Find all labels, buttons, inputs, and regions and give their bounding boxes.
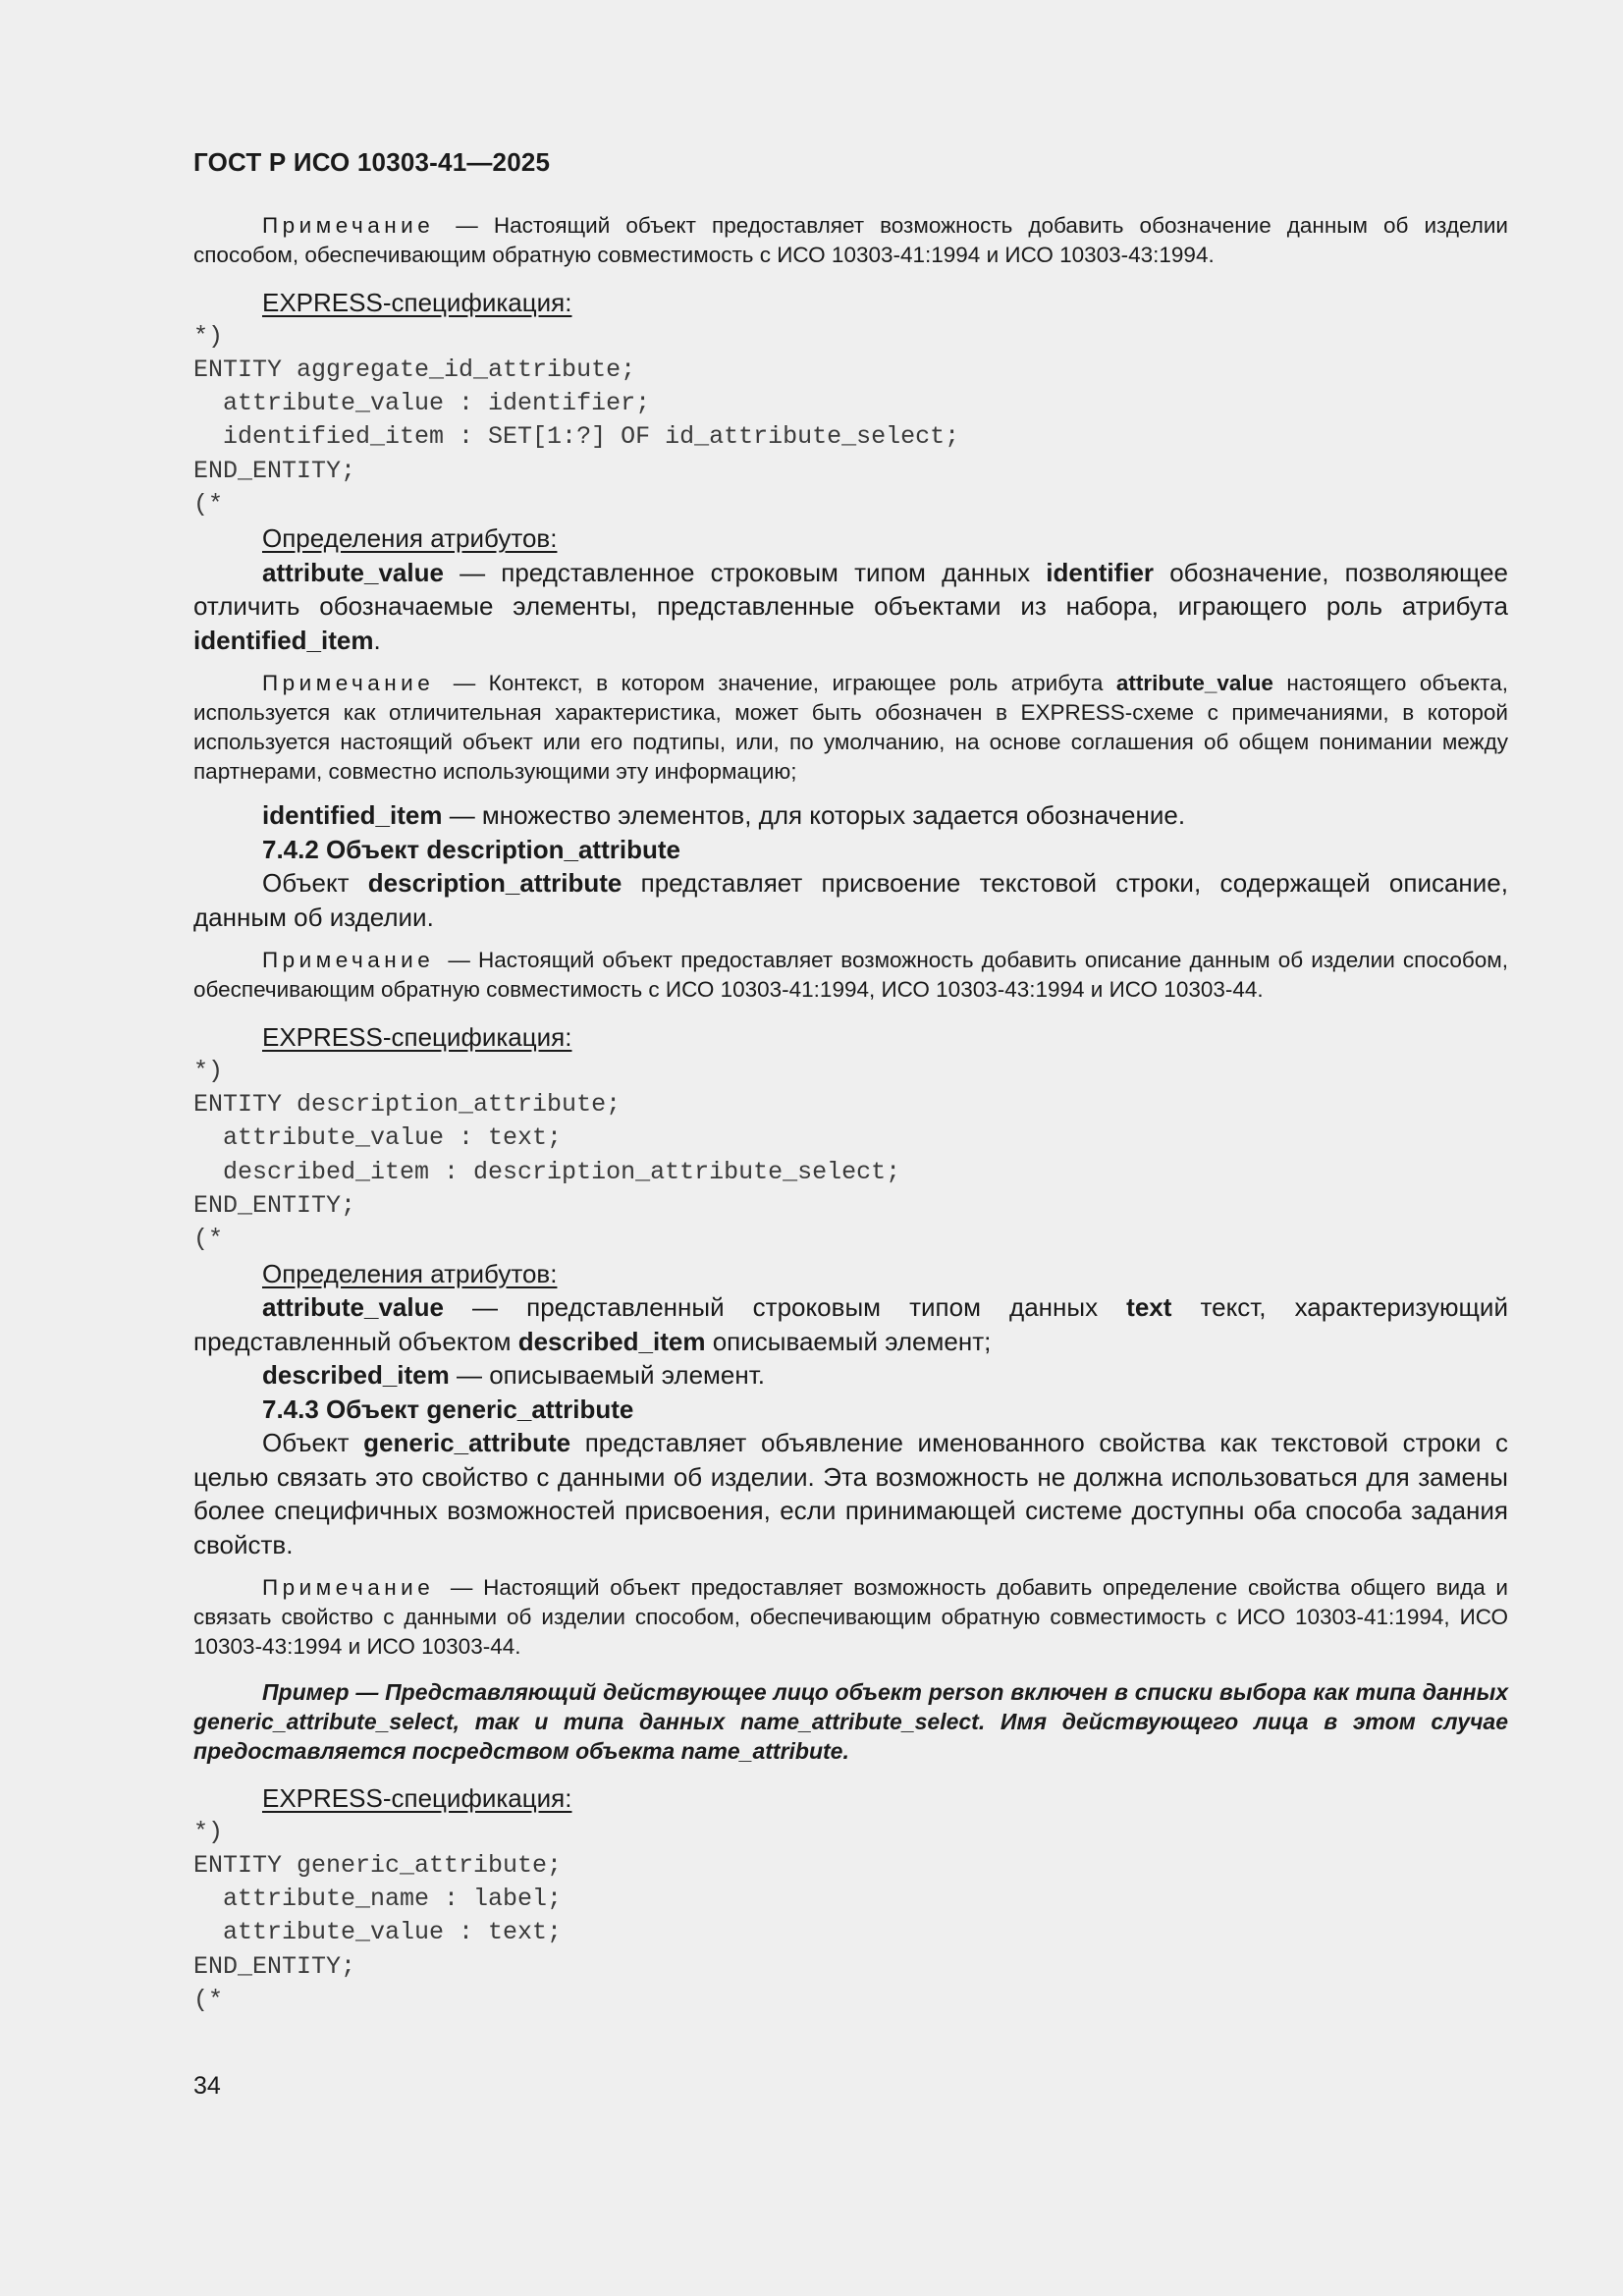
attr-def-text: обозначение, позволяющее отличить обозначаемые элементы, представленные объектами из набора, играющего роль атрибута (193, 557, 1508, 622)
attr-def-identified-item (193, 798, 1508, 833)
attr-ref: described_item (517, 1326, 706, 1356)
attr-def-text: — множество элементов, для которых задается обозначение. (442, 800, 1186, 831)
attr-ref: identified_item (193, 625, 374, 655)
note-4 (193, 1573, 1508, 1662)
section-heading-7-4-2: 7.4.2 Объект description_attribute (262, 834, 680, 864)
attr-def-text: описываемый элемент; (705, 1326, 992, 1356)
attr-defs-label-1: Определения атрибутов: (262, 523, 558, 554)
attr-term: identified_item (262, 800, 443, 831)
attr-def-described-item (193, 1358, 1508, 1393)
section-heading-7-4-3: 7.4.3 Объект generic_attribute (262, 1394, 634, 1424)
note-label: Примечание (262, 948, 435, 973)
note-2-text: настоящего объекта, используется как отличительная характеристика, может быть обозначен в EXPRESS-схеме с примечаниями, в которой используется настоящий объект или его подтипы, или, по умолчанию, на основе соглашения об общем понимании между партнерами, совместно использующими эту информацию; (193, 671, 1508, 785)
attr-def-text: . (373, 625, 381, 655)
note-label: Примечание (262, 671, 435, 696)
express-spec-label-3: EXPRESS-спецификация: (262, 1783, 572, 1814)
express-code-2: *) ENTITY description_attribute; attribute_value : text; described_item : description_attribute_select; END_ENTITY; (* (193, 1056, 901, 1254)
intro-text: Объект (262, 868, 368, 899)
section-intro-7-4-3 (193, 1426, 1508, 1561)
note-label: Примечание (262, 213, 435, 238)
page-number: 34 (193, 2072, 221, 2100)
attr-term: attribute_value (262, 557, 444, 587)
attr-term: attribute_value (262, 1292, 444, 1323)
attr-def-attribute-value-1 (193, 556, 1508, 658)
entity-name: description_attribute (367, 868, 622, 899)
type-name: text (1126, 1292, 1172, 1323)
note-4-text: — Настоящий объект предоставляет возможность добавить определение свойства общего вида и связать свойство с данными об изделии способом, обеспечивающим обратную совместимость с ИСО 10303-41:1994, ИСО 10303-43:1994 и ИСО 10303-44. (193, 1575, 1508, 1660)
document-header: ГОСТ Р ИСО 10303-41—2025 (193, 147, 551, 177)
intro-text: представляет объявление именованного свойства как текстовой строки с целью связать это свойство с данными об изделии. Эта возможность не должна использоваться для замены более специфичных возможностей присвоения, если принимающей системе доступны оба способа задания свойств. (193, 1428, 1508, 1559)
intro-text: Объект (262, 1428, 364, 1458)
express-spec-label-2: EXPRESS-спецификация: (262, 1022, 572, 1053)
attr-def-attribute-value-2 (193, 1290, 1508, 1358)
express-code-1: *) ENTITY aggregate_id_attribute; attribute_value : identifier; identified_item : SET[1:?] OF id_attribute_select; END_ENTITY; (* (193, 321, 960, 519)
attr-ref: attribute_value (1115, 671, 1273, 696)
intro-text: представляет присвоение текстовой строки, содержащей описание, данным об изделии. (193, 868, 1508, 932)
type-name: identifier (1046, 557, 1155, 587)
attr-def-text: — описываемый элемент. (449, 1360, 765, 1391)
note-2 (193, 669, 1508, 787)
attr-def-text: — представленный строковым типом данных (443, 1292, 1127, 1323)
attr-term: described_item (262, 1360, 450, 1391)
attr-defs-label-2: Определения атрибутов: (262, 1258, 558, 1288)
note-1-text: — Настоящий объект предоставляет возможность добавить обозначение данным об изделии способом, обеспечивающим обратную совместимость с ИСО 10303-41:1994 и ИСО 10303-43:1994. (193, 213, 1508, 267)
example-paragraph: Пример — Представляющий действующее лицо объект person включен в списки выбора как типа данных generic_attribute_select, так и типа данных name_attribute_select. Имя действующего лица в этом случае предоставляется посредством объекта name_attribute. (193, 1679, 1508, 1765)
express-code-3: *) ENTITY generic_attribute; attribute_name : label; attribute_value : text; END_ENTITY; (* (193, 1817, 563, 2015)
note-1 (193, 211, 1508, 270)
express-spec-label-1: EXPRESS-спецификация: (262, 288, 572, 317)
note-3 (193, 946, 1508, 1005)
entity-name: generic_attribute (363, 1428, 571, 1458)
note-3-text: — Настоящий объект предоставляет возможность добавить описание данным об изделии способом, обеспечивающим обратную совместимость с ИСО 10303-41:1994, ИСО 10303-43:1994 и ИСО 10303-44. (193, 948, 1508, 1003)
note-label: Примечание (262, 1575, 435, 1601)
note-2-text: — Контекст, в котором значение, играющее роль атрибута (440, 671, 1116, 696)
attr-def-text: текст, характеризующий представленный объектом (193, 1292, 1508, 1356)
attr-def-text: — представленное строковым типом данных (443, 557, 1047, 587)
section-intro-7-4-2 (193, 866, 1508, 934)
